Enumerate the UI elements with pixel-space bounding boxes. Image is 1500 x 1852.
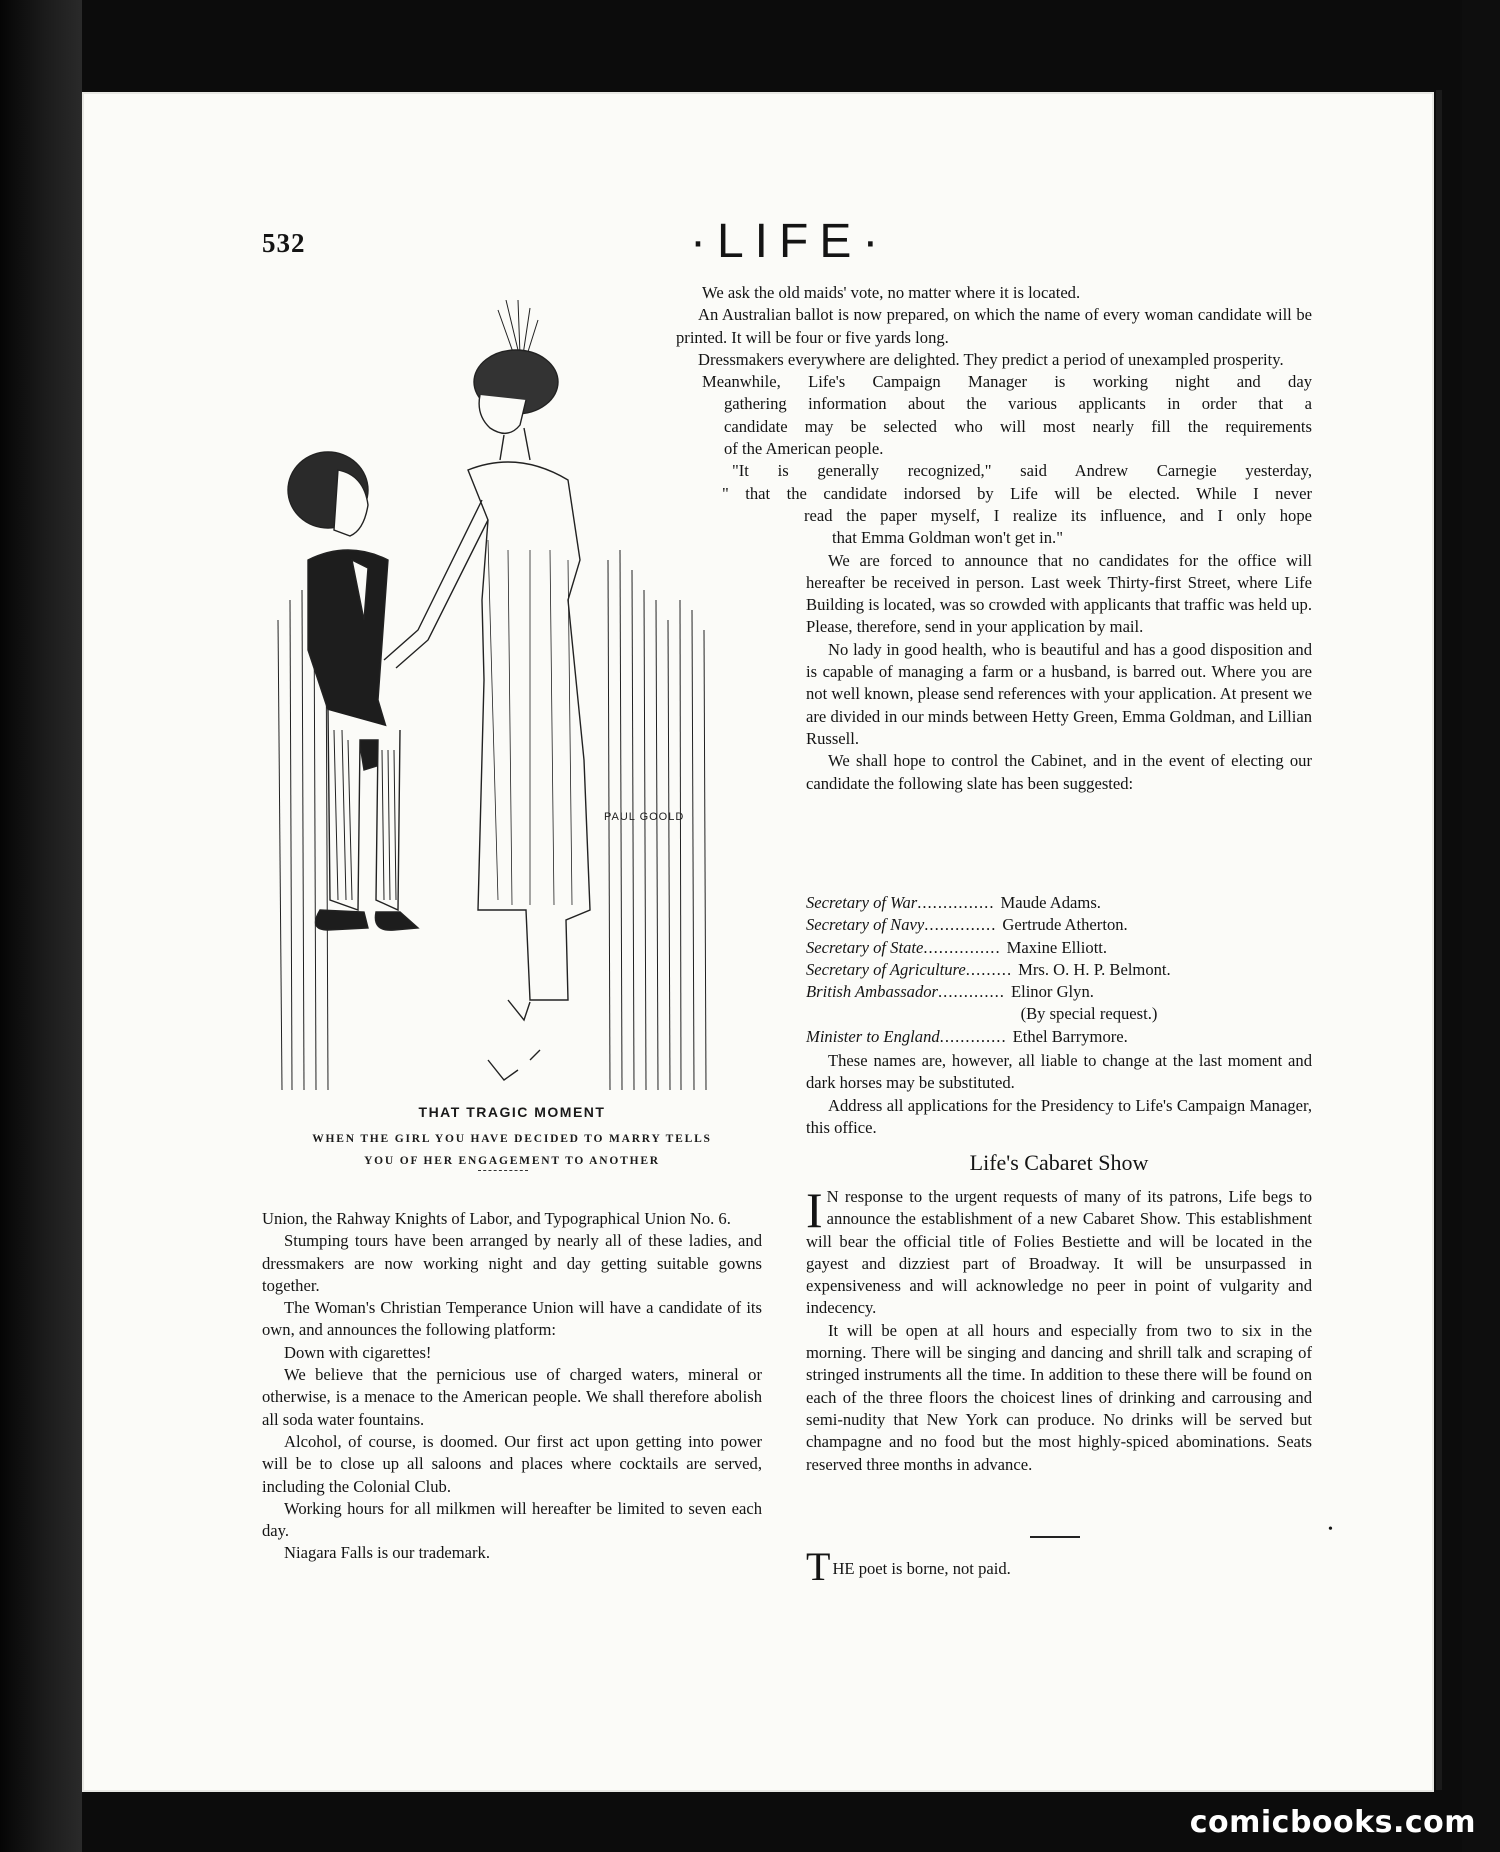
scan-left-margin [0, 0, 82, 1852]
slate-name: Gertrude Atherton. [1002, 915, 1128, 935]
page-edge [1436, 90, 1442, 1790]
boy-shoes [316, 910, 419, 930]
slate-leader: ............. [938, 982, 1005, 1002]
text-line: " that the candidate indorsed by Life will be elected. While I never [722, 483, 1312, 503]
caption-subtitle-line: YOU OF HER ENGAGEMENT TO ANOTHER [364, 1155, 660, 1167]
paragraph: We believe that the pernicious use of charged waters, mineral or otherwise, is a menace to the American people. We shall therefore abolish all soda water fountains. [262, 1365, 762, 1429]
text-line: gathering information about the various applicants in order that a [724, 394, 1312, 414]
slate-office: Secretary of State [806, 937, 924, 957]
paragraph: Dressmakers everywhere are delighted. They predict a period of unexampled prosperity. [698, 349, 1284, 369]
paragraph: An Australian ballot is now prepared, on which the name of every woman candidate will be printed. It will be four or five yards long. [676, 305, 1312, 347]
slate-office: Secretary of Navy [806, 915, 925, 935]
artist-signature: PAUL GOOLD [604, 811, 685, 823]
paragraph [702, 371, 1312, 460]
slate-name: Elinor Glyn. [1010, 982, 1094, 1002]
paragraph: Stumping tours have been arranged by nearly all of these ladies, and dressmakers are now working night and day getting suitable gowns together. [262, 1231, 762, 1295]
paragraph: Alcohol, of course, is doomed. Our first act upon getting into power will be to close up all saloons and places where cocktails are served, including the Colonial Club. [262, 1431, 762, 1496]
paragraph: It will be open at all hours and especially from two to six in the morning. There will be singing and dancing and shrill talk and scraping of stringed instruments all the time. In addition to these there will be found on each of the three floors the choicest lines of drinking and carrousing and semi-nudity that New York can produce. No drinks will be served but champagne and no food but the most highly-spiced abominations. Seats reserved three months in advance. [806, 1320, 1312, 1474]
slate-name: Maude Adams. [1000, 893, 1101, 912]
slate-office: Secretary of War [806, 893, 918, 912]
paragraph [806, 1182, 1312, 1320]
text-line: "It is generally recognized," said Andrew Carnegie yesterday, [732, 461, 1312, 481]
paragraph: Address all applications for the Presidency to Life's Campaign Manager, this office. [806, 1095, 1312, 1137]
stray-mark: • [1328, 1522, 1333, 1537]
cabaret-article [806, 1182, 1312, 1476]
slate-name: Mrs. O. H. P. Belmont. [1018, 959, 1171, 979]
caption-title: THAT TRAGIC MOMENT [418, 1104, 606, 1120]
slate-row [806, 1026, 1312, 1048]
slate-row [806, 937, 1312, 959]
right-column-top [676, 282, 1312, 795]
slate-name: Ethel Barrymore. [1012, 1026, 1128, 1046]
paragraph [722, 460, 1312, 549]
page-number: 532 [262, 228, 306, 258]
text-line: of the American people. [724, 439, 884, 459]
paragraph: No lady in good health, who is beautiful and has a good disposition and is capable of managing a farm or a husband, is barred out. Where you are not well known, please send references with your application. At present we are divided in our minds between Hetty Green, Emma Goldman, and Lillian Russell. [806, 639, 1312, 748]
slate-office: Minister to England [806, 1026, 940, 1046]
woman-shoes [488, 1000, 540, 1080]
poet-text: HE poet is borne, not paid. [832, 1559, 1011, 1578]
caption-subtitle-line: WHEN THE GIRL YOU HAVE DECIDED TO MARRY TELLS [312, 1133, 712, 1145]
drop-cap: T [806, 1544, 831, 1589]
drop-cap: I [806, 1182, 823, 1238]
paragraph: Union, the Rahway Knights of Labor, and Typographical Union No. 6. [262, 1209, 731, 1228]
caption-subtitle [262, 1128, 762, 1172]
slate-office: British Ambassador [806, 982, 939, 1002]
text-line: read the paper myself, I realize its influence, and I only hope [804, 505, 1312, 525]
woman-arm [384, 500, 488, 668]
paragraph-text: N response to the urgent requests of many of its patrons, Life begs to announce the establishment of a new Cabaret Show. This establishment will bear the official title of Folies Bestiette and will be located in the gayest and dizziest part of Broadway. It will be unsurpassed in expensiveness and will acknowledge no peer in point of vulgarity and indecency. [806, 1187, 1312, 1318]
cabaret-heading: Life's Cabaret Show [969, 1150, 1149, 1175]
section-divider [1030, 1536, 1080, 1538]
text-line: that Emma Goldman won't get in." [832, 528, 1063, 548]
narrow-block [806, 550, 1312, 795]
slate-note: (By special request.) [1020, 1004, 1158, 1024]
masthead: ·LIFE· [690, 215, 890, 268]
text-line: Meanwhile, Life's Campaign Manager is working night and day [702, 372, 1312, 392]
paragraph: Working hours for all milkmen will hereafter be limited to seven each day. [262, 1498, 762, 1541]
woman-headdress [498, 300, 538, 358]
paragraph: We shall hope to control the Cabinet, and in the event of electing our candidate the following slate has been suggested: [806, 751, 1312, 793]
paragraph: These names are, however, all liable to change at the last moment and dark horses may be substituted. [806, 1051, 1312, 1093]
slate-row [806, 959, 1312, 981]
paragraph: We are forced to announce that no candidates for the office will hereafter be received in person. Last week Thirty-first Street, where Life Building is located, was so crowded with applicants that traffic was held up. Please, therefore, send in your application by mail. [806, 550, 1312, 637]
slate-office: Secretary of Agriculture [806, 959, 966, 979]
slate-row [806, 892, 1312, 914]
slate-leader: ............. [939, 1026, 1007, 1046]
scan-right-margin [1462, 0, 1500, 1852]
woman-dress [468, 462, 590, 1000]
after-slate [806, 1050, 1312, 1139]
woman-face [479, 395, 526, 433]
paragraph: The Woman's Christian Temperance Union will have a candidate of its own, and announces the following platform: [262, 1298, 762, 1340]
slate-row [806, 914, 1312, 936]
paragraph: Niagara Falls is our trademark. [284, 1543, 490, 1563]
slate-leader: .............. [924, 915, 997, 935]
slate-row [806, 981, 1312, 1003]
slate-name: Maxine Elliott. [1006, 937, 1108, 957]
caption-rule [478, 1170, 528, 1171]
paragraph: We ask the old maids' vote, no matter where it is located. [702, 283, 1081, 302]
text-line: candidate may be selected who will most nearly fill the requirements [724, 416, 1312, 436]
slate-leader: ............... [923, 937, 1001, 957]
illustration-caption [262, 1104, 762, 1172]
slate-leader: ............... [917, 893, 995, 912]
cabinet-slate [806, 892, 1312, 1139]
paragraph: Down with cigarettes! [284, 1342, 432, 1362]
watermark: comicbooks.com [1189, 1805, 1476, 1840]
poet-quip [806, 1544, 1011, 1589]
slate-leader: ......... [965, 959, 1013, 979]
left-column [262, 1208, 762, 1565]
